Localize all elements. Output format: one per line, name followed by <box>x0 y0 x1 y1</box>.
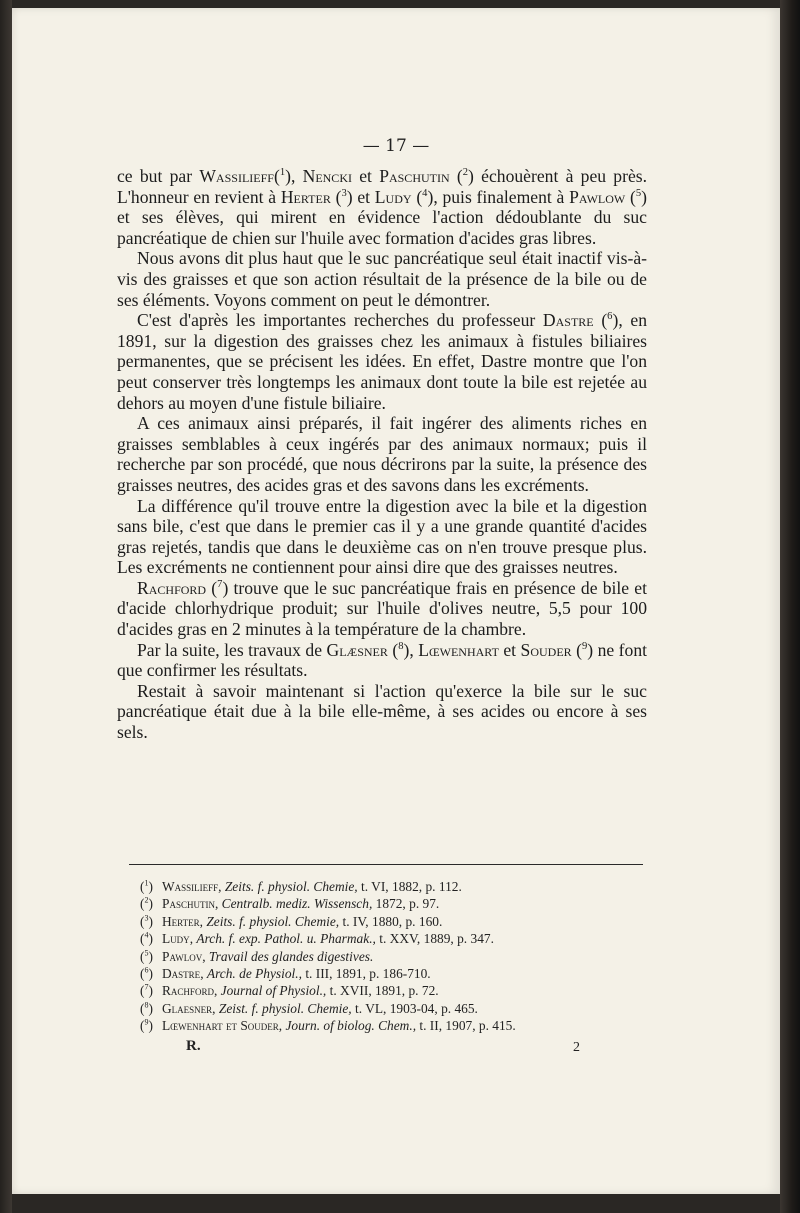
footnote-detail: t. XVII, 1891, p. 72. <box>326 983 439 999</box>
author-name: Glæsner <box>326 639 388 660</box>
footnote-ref-number: 6 <box>607 311 613 323</box>
footnote-ref: ($^6$) <box>601 310 619 331</box>
footnote-journal: Zeits. f. physiol. Chemie, <box>224 879 358 894</box>
footnote: ($^1$) Wassilieff, Zeits. f. physiol. Chemie, t. VI, 1882, p. 112. <box>140 878 462 894</box>
paragraph <box>117 248 647 310</box>
footnote-ref-number: 7 <box>217 579 223 591</box>
signature-mark: R. <box>186 1038 201 1054</box>
left-binding-edge <box>0 0 12 1213</box>
footnote-journal: Zeist. f. physiol. Chemie, <box>218 1000 352 1016</box>
footnote-ref-number: 9 <box>582 640 588 652</box>
footnote-number-value: 8 <box>144 1000 149 1010</box>
text-run: Restait à savoir maintenant si l'action qu'exerce la bile sur le suc pancréatique était due à la bile elle-même, à ses acides ou encore à ses sels. <box>117 680 647 743</box>
footnote-author: Paschutin <box>162 896 215 912</box>
author-name: Rachford <box>137 577 207 598</box>
footnote-rule <box>129 864 643 865</box>
footnote-number: ($^3$) <box>140 913 153 929</box>
footnote-number: ($^2$) <box>140 895 153 912</box>
footnote-number-value: 3 <box>144 913 149 923</box>
footnote-ref-number: 8 <box>398 640 404 652</box>
text-run <box>450 166 457 186</box>
footnote-detail: t. IV, 1880, p. 160. <box>339 913 443 929</box>
paragraph <box>117 578 647 640</box>
footnote-author: Lœwenhart et Souder <box>162 1018 279 1034</box>
footnote-author: Ludy <box>162 931 190 947</box>
paragraph <box>117 413 647 495</box>
text-run: ce but par <box>117 166 200 186</box>
text-run: , <box>409 639 419 660</box>
author-name: Wassilieff <box>199 166 274 186</box>
page-number: — 17 — <box>362 136 430 156</box>
footnote: ($^7$) Rachford, Journal of Physiol., t. XVII, 1891, p. 72. <box>140 982 439 999</box>
text-run: échouèrent à peu près. L'honneur en revient à <box>117 166 648 207</box>
author-name: Nencki <box>302 166 352 186</box>
footnote-ref: ($^3$) <box>335 186 353 207</box>
footnote-detail: t. XXV, 1889, p. 347. <box>375 931 494 947</box>
footnote-number: ($^4$) <box>140 930 153 947</box>
author-name: Lœwenhart <box>418 639 499 660</box>
footnote-detail: 1872, p. 97. <box>372 896 440 912</box>
footnote-number: ($^1$) <box>140 878 153 894</box>
author-name: Souder <box>520 639 572 660</box>
footnote-number-value: 1 <box>144 878 149 888</box>
footnote-ref: ($^1$) <box>273 166 291 186</box>
footnote-author: Herter <box>162 913 200 929</box>
footnote-ref-number: 1 <box>279 167 286 179</box>
footnote-detail: t. VI, 1882, p. 112. <box>357 879 462 894</box>
right-page-edge <box>780 0 800 1213</box>
footnote-ref: ($^2$) <box>456 166 474 186</box>
footnote-author: Wassilieff <box>162 879 219 894</box>
footnote-ref-number: 3 <box>341 187 347 199</box>
footnote-detail: t. VL, 1903-04, p. 465. <box>351 1000 478 1016</box>
text-run: , <box>290 166 303 186</box>
text-run: Nous avons dit plus haut que le suc pancréatique seul était inactif vis-à-vis des graisses et que son action résultait de la présence de la bile ou de ses éléments. Voyons comment on peut le démontrer. <box>117 248 647 310</box>
footnote-ref: ($^5$) <box>630 186 647 207</box>
footnote-detail: t. II, 1907, p. 415. <box>416 1018 516 1034</box>
body-text <box>117 166 647 743</box>
text-run: et <box>498 639 521 660</box>
text-run: et <box>351 166 380 186</box>
paragraph <box>117 496 647 578</box>
author-name: Herter <box>280 186 331 207</box>
footnote: ($^9$) Lœwenhart et Souder, Journ. of biolog. Chem., t. II, 1907, p. 415. <box>140 1017 516 1034</box>
footnote-number-value: 2 <box>144 895 149 905</box>
text-run: C'est d'après les importantes recherches du professeur <box>137 310 543 331</box>
footnote-journal: Zeits. f. physiol. Chemie, <box>206 913 340 929</box>
footnote-ref-number: 4 <box>422 187 428 199</box>
footnote-ref: ($^7$) <box>211 577 229 598</box>
text-run: et ses élèves, qui mirent en évidence l'action dédoublante du suc pancréatique de chien sur l'huile avec formation d'acides gras libres. <box>117 207 647 248</box>
footnote-author: Dastre <box>162 966 201 982</box>
text-run: La différence qu'il trouve entre la digestion avec la bile et la digestion sans bile, c'est que dans le premier cas il y a une grande quantité d'acides gras rejetés, tandis que dans le deuxième cas on n'en trouve presque plus. Les excréments ne contiennent pour ainsi dire que des graisses neutres. <box>117 495 647 578</box>
footnote-journal: Travail des glandes digestives. <box>208 948 374 964</box>
footnote-author: Glaesner <box>162 1000 213 1016</box>
footnote-number: ($^9$) <box>140 1017 153 1034</box>
author-name: Paschutin <box>379 166 450 186</box>
paragraph <box>117 640 647 681</box>
footnotes <box>140 878 640 1035</box>
text-run <box>331 187 336 207</box>
footnote-journal: Arch. de Physiol., <box>206 966 302 982</box>
footnote-ref: ($^9$) <box>576 639 594 660</box>
footnote-number-value: 9 <box>144 1017 149 1027</box>
footnote-number: ($^5$) <box>140 948 153 964</box>
footnote-number: ($^8$) <box>140 1000 153 1016</box>
footnote-detail: t. III, 1891, p. 186-710. <box>301 966 431 982</box>
text-run: , puis finalement à <box>433 186 570 207</box>
footnote: ($^4$) Ludy, Arch. f. exp. Pathol. u. Pharmak., t. XXV, 1889, p. 347. <box>140 930 494 947</box>
footnote-number-value: 5 <box>144 948 149 958</box>
footnote-author: Rachford <box>162 983 214 999</box>
footnote-number: ($^7$) <box>140 982 153 999</box>
paragraph <box>117 310 647 413</box>
footnote-number-value: 6 <box>144 965 149 975</box>
book-page <box>12 8 780 1194</box>
footnote: ($^3$) Herter, Zeits. f. physiol. Chemie, t. IV, 1880, p. 160. <box>140 913 443 929</box>
footnote-journal: Arch. f. exp. Pathol. u. Pharmak., <box>196 931 376 947</box>
sheet-number: 2 <box>573 1040 580 1055</box>
text-run: ne font que confirmer les résultats. <box>117 639 648 681</box>
footnote-ref: ($^8$) <box>392 639 410 660</box>
footnote-number: ($^6$) <box>140 965 153 982</box>
footnote-journal: Journal of Physiol., <box>220 983 327 999</box>
footnote: ($^8$) Glaesner, Zeist. f. physiol. Chemie, t. VL, 1903-04, p. 465. <box>140 1000 478 1016</box>
text-run: Par la suite, les travaux de <box>137 639 327 660</box>
footnote-journal: Journ. of biolog. Chem., <box>285 1018 417 1034</box>
text-run: trouve que le suc pancréatique frais en présence de bile et d'acide chlorhydrique produit; sur l'huile d'olives neutre, 5,5 pour 100 d'acides gras en 2 minutes à la température de la chambre. <box>117 577 647 640</box>
footnote: ($^2$) Paschutin, Centralb. mediz. Wissensch, 1872, p. 97. <box>140 895 440 912</box>
paragraph <box>117 166 647 248</box>
author-name: Pawlow <box>569 186 626 207</box>
text-run: , en 1891, sur la digestion des graisses chez les animaux à fistules biliaires permanentes, que se précisent les idées. En effet, Dastre montre que l'on peut conserver très longtemps les animaux dont toute la bile est rejetée au dehors au moyen d'une fistule biliaire. <box>117 310 647 413</box>
author-name: Dastre <box>542 310 594 331</box>
text-run: A ces animaux ainsi préparés, il fait ingérer des aliments riches en graisses semblables à ceux ingérés par des animaux normaux; puis il recherche par son procédé, que nous décrirons par la suite, la présence des graisses neutres, des acides gras et des savons dans les excréments. <box>117 413 647 495</box>
footnote-ref: ($^4$) <box>416 186 434 207</box>
footnote-ref-number: 2 <box>462 167 469 179</box>
text-run: et <box>352 186 375 207</box>
footnote: ($^6$) Dastre, Arch. de Physiol., t. III, 1891, p. 186-710. <box>140 965 431 982</box>
footnote-journal: Centralb. mediz. Wissensch, <box>221 896 373 912</box>
footnote: ($^5$) Pawlov, Travail des glandes digestives. <box>140 948 374 964</box>
footnote-number-value: 4 <box>144 930 149 940</box>
footnote-author: Pawlov <box>162 948 203 964</box>
footnote-number-value: 7 <box>144 982 149 992</box>
footnote-ref-number: 5 <box>635 187 642 199</box>
author-name: Ludy <box>374 186 412 207</box>
paragraph <box>117 681 647 743</box>
